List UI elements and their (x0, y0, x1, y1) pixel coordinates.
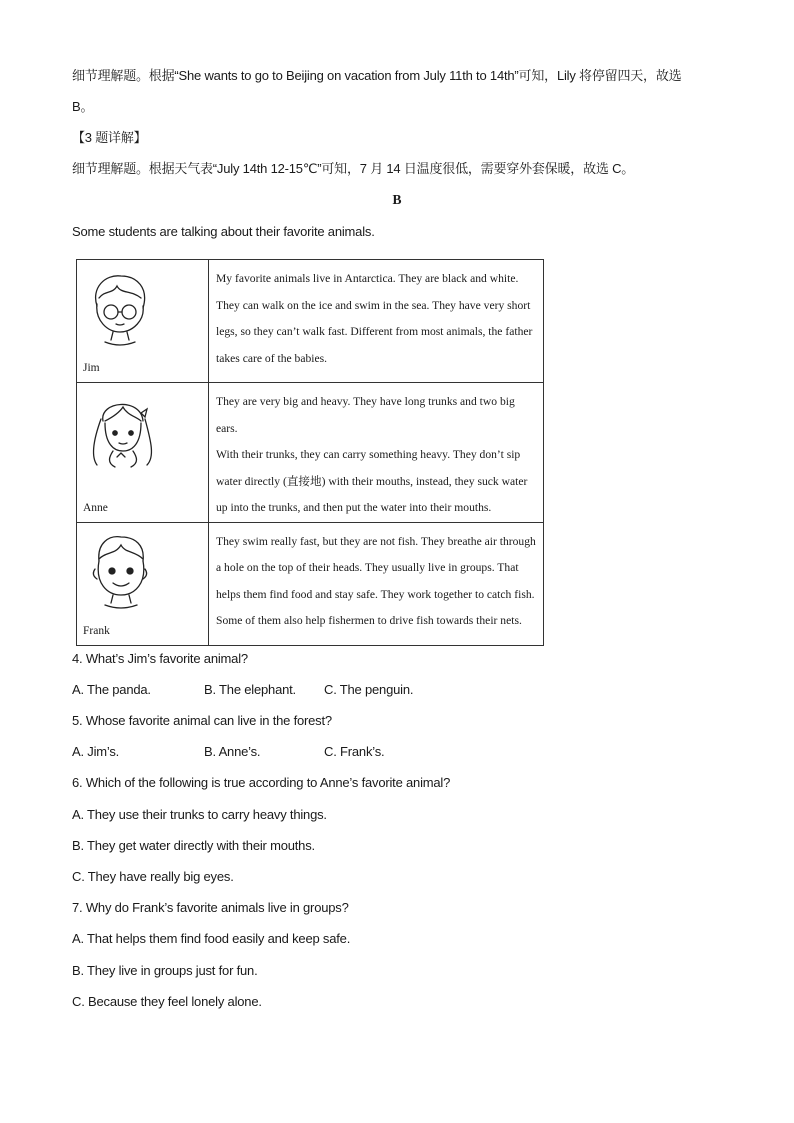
student-description (209, 260, 544, 383)
answer-option: A. They use their trunks to carry heavy things. (72, 807, 327, 822)
answer-option: C. The penguin. (324, 682, 414, 697)
q3-explanation-line: 细节理解题。根据天气表“July 14th 12-15℃”可知，7 月 14 日温度很低，需要穿外套保暖，故选 C。 (72, 161, 635, 176)
description-line: They swim really fast, but they are not fish. They breathe air through (216, 534, 536, 548)
answer-option: A. That helps them find food easily and keep safe. (72, 931, 351, 946)
answer-option: C. They have really big eyes. (72, 869, 234, 884)
description-line: takes care of the babies. (216, 351, 328, 365)
description-line: My favorite animals live in Antarctica. They are black and white. (216, 272, 519, 285)
q3-explanation-header: 【3 题详解】 (72, 130, 147, 145)
question-stem: 5. Whose favorite animal can live in the forest? (72, 713, 332, 728)
answer-option: B. They get water directly with their mouths. (72, 838, 315, 853)
table-row (77, 522, 544, 645)
student-description (209, 383, 544, 523)
answer-option: B. Anne’s. (204, 744, 261, 759)
answer-option: C. Frank’s. (324, 744, 385, 759)
student-name: Anne (83, 501, 108, 514)
answer-option: A. Jim’s. (72, 744, 120, 759)
student-portrait-cell (77, 522, 209, 645)
student-name: Frank (83, 624, 110, 637)
question-stem: 6. Which of the following is true according to Anne’s favorite animal? (72, 775, 451, 790)
student-name: Jim (83, 362, 100, 374)
question-stem: 4. What’s Jim’s favorite animal? (72, 651, 248, 666)
description-line: up into the trunks, and then put the water into their mouths. (216, 501, 492, 514)
answer-option: A. The panda. (72, 682, 151, 697)
smiling-boy-icon (85, 531, 155, 611)
answer-option: B. The elephant. (204, 682, 296, 697)
description-line: helps them find food and stay safe. They work together to catch fish. (216, 587, 535, 601)
description-line: a hole on the top of their heads. They usually live in groups. That (216, 561, 519, 574)
description-line: Some of them also help fishermen to drive fish towards their nets. (216, 614, 522, 627)
q2-explanation-line2: B。 (72, 99, 94, 114)
student-description (209, 522, 544, 645)
table-row (77, 260, 544, 383)
answer-option: C. Because they feel lonely alone. (72, 994, 262, 1009)
section-b-intro: Some students are talking about their favorite animals. (72, 224, 375, 239)
description-line: legs, so they can’t walk fast. Different from most animals, the father (216, 325, 533, 338)
boy-with-glasses-icon (85, 268, 155, 348)
girl-with-long-hair-icon (85, 391, 159, 471)
answer-option: B. They live in groups just for fun. (72, 963, 258, 978)
q2-explanation-line1: 细节理解题。根据“She wants to go to Beijing on vacation from July 11th to 14th”可知，Lily 将停留四天，故选 (72, 68, 682, 83)
student-portrait-cell (77, 260, 209, 383)
table-row (77, 383, 544, 523)
student-animal-table (76, 259, 544, 646)
description-line: They can walk on the ice and swim in the sea. They have very short (216, 298, 531, 312)
description-line: They are very big and heavy. They have long trunks and two big ears. (216, 395, 515, 435)
question-stem: 7. Why do Frank’s favorite animals live in groups? (72, 900, 349, 915)
description-line: water directly (直接地) with their mouths, instead, they suck water (216, 474, 528, 488)
section-b-title: B (392, 192, 402, 207)
description-line: With their trunks, they can carry something heavy. They don’t sip (216, 448, 521, 461)
student-portrait-cell (77, 383, 209, 523)
